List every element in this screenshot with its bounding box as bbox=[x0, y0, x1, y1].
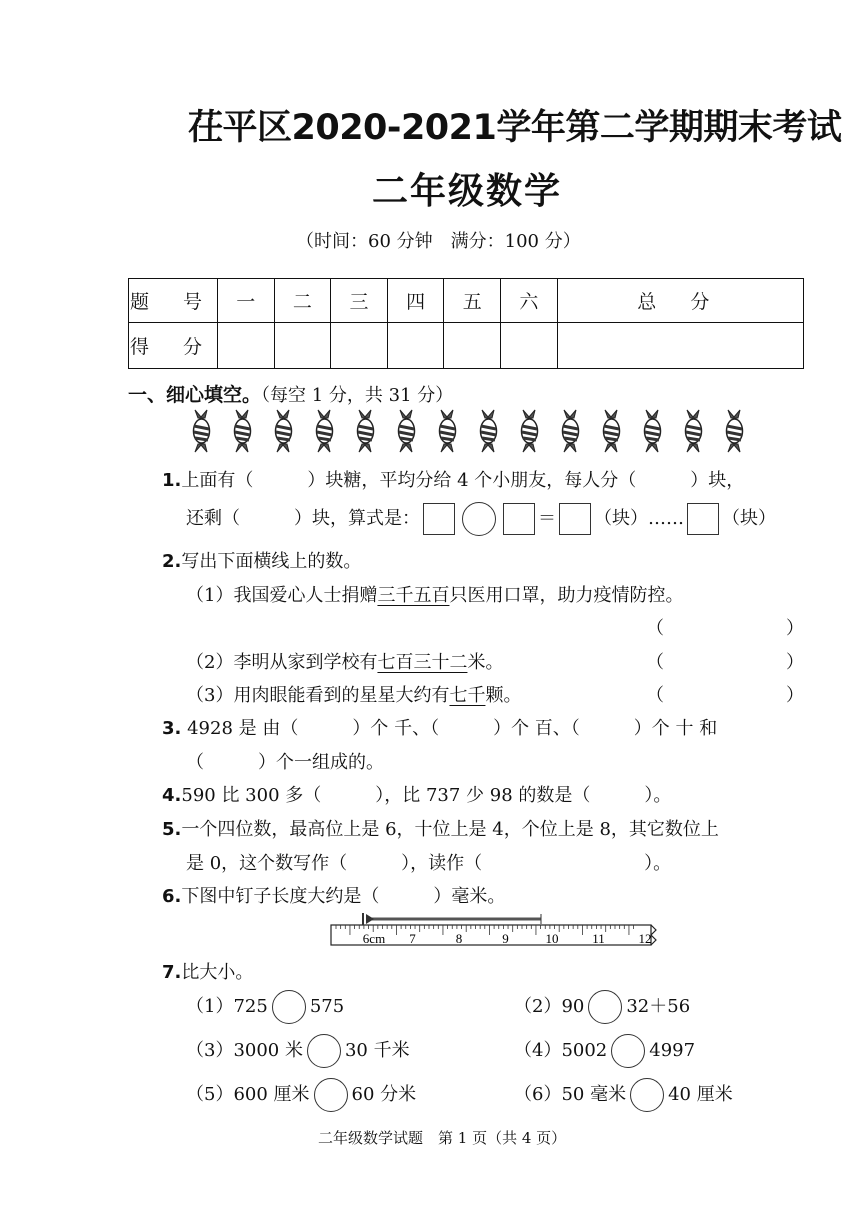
candy-icon bbox=[226, 408, 259, 458]
time-info: （时间：60 分钟 满分：100 分） bbox=[296, 231, 581, 252]
candy-icon bbox=[513, 408, 546, 458]
unit-text: （块） bbox=[722, 508, 776, 529]
question-number: 6. bbox=[162, 886, 182, 907]
table-cell: 题 号 bbox=[129, 279, 218, 323]
question-number: 2. bbox=[162, 551, 182, 572]
question-2-sub-3 bbox=[186, 681, 521, 707]
score-cell[interactable] bbox=[387, 323, 444, 369]
table-cell: 总 分 bbox=[557, 279, 803, 323]
section-note: （每空 1 分，共 31 分） bbox=[261, 385, 454, 406]
sub-text: （3）用肉眼能看到的星星大约有 bbox=[186, 685, 450, 706]
question-4 bbox=[162, 781, 671, 807]
compare-circle[interactable] bbox=[630, 1078, 664, 1112]
compare-circle[interactable] bbox=[314, 1078, 348, 1112]
sub-text: 颗。 bbox=[485, 685, 522, 706]
ruler-with-nail bbox=[330, 912, 660, 950]
sub-text: 只医用口罩，助力疫情防控。 bbox=[449, 585, 684, 606]
question-2 bbox=[162, 547, 361, 573]
question-text: 上面有（ ）块糖，平均分给 4 个小朋友，每人分（ ）块， bbox=[181, 470, 745, 491]
page-footer: 二年级数学试题 第 1 页（共 4 页） bbox=[318, 1129, 567, 1147]
sub-text: 米。 bbox=[467, 652, 504, 673]
score-cell[interactable] bbox=[274, 323, 331, 369]
score-table-score-row bbox=[129, 323, 804, 369]
table-cell: 得 分 bbox=[129, 323, 218, 369]
score-table bbox=[128, 278, 804, 369]
sub-text: （1）我国爱心人士捐赠 bbox=[186, 585, 378, 606]
score-cell[interactable] bbox=[557, 323, 803, 369]
question-text: 还剩（ ）块，算式是： bbox=[186, 508, 420, 529]
candy-icon bbox=[718, 408, 751, 458]
ruler-label: 10 bbox=[545, 931, 559, 946]
nail-head bbox=[366, 914, 374, 924]
compare-left: （6）50 毫米 bbox=[514, 1084, 627, 1105]
candy-icon bbox=[554, 408, 587, 458]
equals-sign: ＝ bbox=[538, 508, 556, 529]
unit-text: （块）…… bbox=[594, 508, 684, 529]
question-5-line-1 bbox=[162, 815, 719, 841]
question-text: 下图中钉子长度大约是（ ）毫米。 bbox=[181, 886, 506, 907]
compare-right: 30 千米 bbox=[344, 1040, 410, 1061]
question-text: 写出下面横线上的数。 bbox=[181, 551, 362, 572]
ruler-break bbox=[651, 925, 656, 945]
compare-right: 575 bbox=[309, 996, 345, 1017]
score-table-header-row bbox=[129, 279, 804, 323]
answer-paren-open: （ bbox=[646, 652, 664, 673]
score-cell[interactable] bbox=[444, 323, 501, 369]
answer-box[interactable] bbox=[687, 503, 719, 535]
question-text: 比大小。 bbox=[181, 962, 254, 983]
answer-paren-close: ） bbox=[786, 618, 804, 639]
ruler-label: 8 bbox=[455, 931, 463, 946]
candy-icon bbox=[431, 408, 464, 458]
question-1-line-2 bbox=[186, 502, 776, 536]
compare-item-2 bbox=[514, 990, 690, 1024]
operator-circle[interactable] bbox=[462, 502, 496, 536]
section-title: 一、细心填空。 bbox=[128, 384, 262, 406]
candy-icon bbox=[185, 408, 218, 458]
question-text: 590 比 300 多（ ），比 737 少 98 的数是（ ）。 bbox=[181, 785, 672, 806]
compare-left: （4）5002 bbox=[514, 1040, 608, 1061]
answer-box[interactable] bbox=[503, 503, 535, 535]
ruler-label: 12 bbox=[638, 931, 652, 946]
candy-icon bbox=[308, 408, 341, 458]
question-6 bbox=[162, 882, 505, 908]
compare-right: 40 厘米 bbox=[668, 1084, 733, 1105]
candy-icon bbox=[595, 408, 628, 458]
question-2-sub-1 bbox=[186, 581, 683, 607]
section-1-heading bbox=[128, 380, 453, 407]
compare-circle[interactable] bbox=[307, 1034, 341, 1068]
question-text: 4928 是 由（ ）个 千、（ ）个 百、（ ）个 十 和 bbox=[187, 718, 718, 739]
question-number: 4. bbox=[162, 785, 182, 806]
compare-circle[interactable] bbox=[588, 990, 622, 1024]
compare-item-6 bbox=[514, 1078, 733, 1112]
answer-paren-close: ） bbox=[786, 652, 804, 673]
ruler-label: 9 bbox=[502, 931, 509, 946]
compare-item-3 bbox=[186, 1034, 410, 1068]
compare-left: （3）3000 米 bbox=[186, 1040, 303, 1061]
table-cell: 二 bbox=[274, 279, 331, 323]
table-cell: 六 bbox=[501, 279, 558, 323]
answer-paren-open: （ bbox=[646, 685, 664, 706]
candy-icon bbox=[636, 408, 669, 458]
score-cell[interactable] bbox=[218, 323, 275, 369]
question-3-line-1 bbox=[162, 714, 717, 740]
score-cell[interactable] bbox=[501, 323, 558, 369]
compare-circle[interactable] bbox=[611, 1034, 645, 1068]
candy-icon bbox=[472, 408, 505, 458]
compare-left: （2）90 bbox=[514, 996, 585, 1017]
compare-item-4 bbox=[514, 1034, 695, 1068]
compare-right: 4997 bbox=[649, 1040, 696, 1061]
ruler-label: 6cm bbox=[362, 931, 386, 946]
compare-item-5 bbox=[186, 1078, 416, 1112]
ruler-label: 11 bbox=[592, 931, 605, 946]
question-text: 一个四位数，最高位上是 6，十位上是 4，个位上是 8，其它数位上 bbox=[181, 819, 719, 840]
question-number: 1. bbox=[162, 470, 182, 491]
answer-box[interactable] bbox=[559, 503, 591, 535]
exam-subtitle: 二年级数学 bbox=[372, 171, 563, 212]
compare-left: （5）600 厘米 bbox=[186, 1084, 310, 1105]
compare-item-1 bbox=[186, 990, 344, 1024]
compare-right: 32＋56 bbox=[626, 996, 691, 1017]
table-cell: 三 bbox=[331, 279, 388, 323]
answer-box[interactable] bbox=[423, 503, 455, 535]
compare-left: （1）725 bbox=[186, 996, 268, 1017]
question-7 bbox=[162, 958, 253, 984]
answer-paren-close: ） bbox=[786, 685, 804, 706]
score-cell[interactable] bbox=[331, 323, 388, 369]
table-cell: 五 bbox=[444, 279, 501, 323]
underlined-number: 七千 bbox=[449, 685, 486, 706]
underlined-number: 三千五百 bbox=[377, 585, 450, 606]
question-5-line-2: 是 0，这个数写作（ ），读作（ ）。 bbox=[186, 853, 672, 874]
question-1-line-1 bbox=[162, 466, 744, 492]
candy-icon bbox=[677, 408, 710, 458]
compare-circle[interactable] bbox=[272, 990, 306, 1024]
candy-icon bbox=[349, 408, 382, 458]
ruler-label: 7 bbox=[409, 931, 416, 946]
question-number: 3. bbox=[162, 718, 182, 739]
answer-paren-open: （ bbox=[646, 618, 664, 639]
table-cell: 一 bbox=[218, 279, 275, 323]
candy-row bbox=[185, 408, 751, 458]
question-2-sub-2 bbox=[186, 648, 503, 674]
candy-icon bbox=[390, 408, 423, 458]
sub-text: （2）李明从家到学校有 bbox=[186, 652, 378, 673]
table-cell: 四 bbox=[387, 279, 444, 323]
exam-title: 茌平区2020-2021学年第二学期期末考试 bbox=[188, 108, 842, 148]
question-number: 5. bbox=[162, 819, 182, 840]
question-number: 7. bbox=[162, 962, 182, 983]
question-3-line-2: （ ）个一组成的。 bbox=[186, 752, 384, 773]
compare-right: 60 分米 bbox=[351, 1084, 417, 1105]
candy-icon bbox=[267, 408, 300, 458]
underlined-number: 七百三十二 bbox=[377, 652, 468, 673]
